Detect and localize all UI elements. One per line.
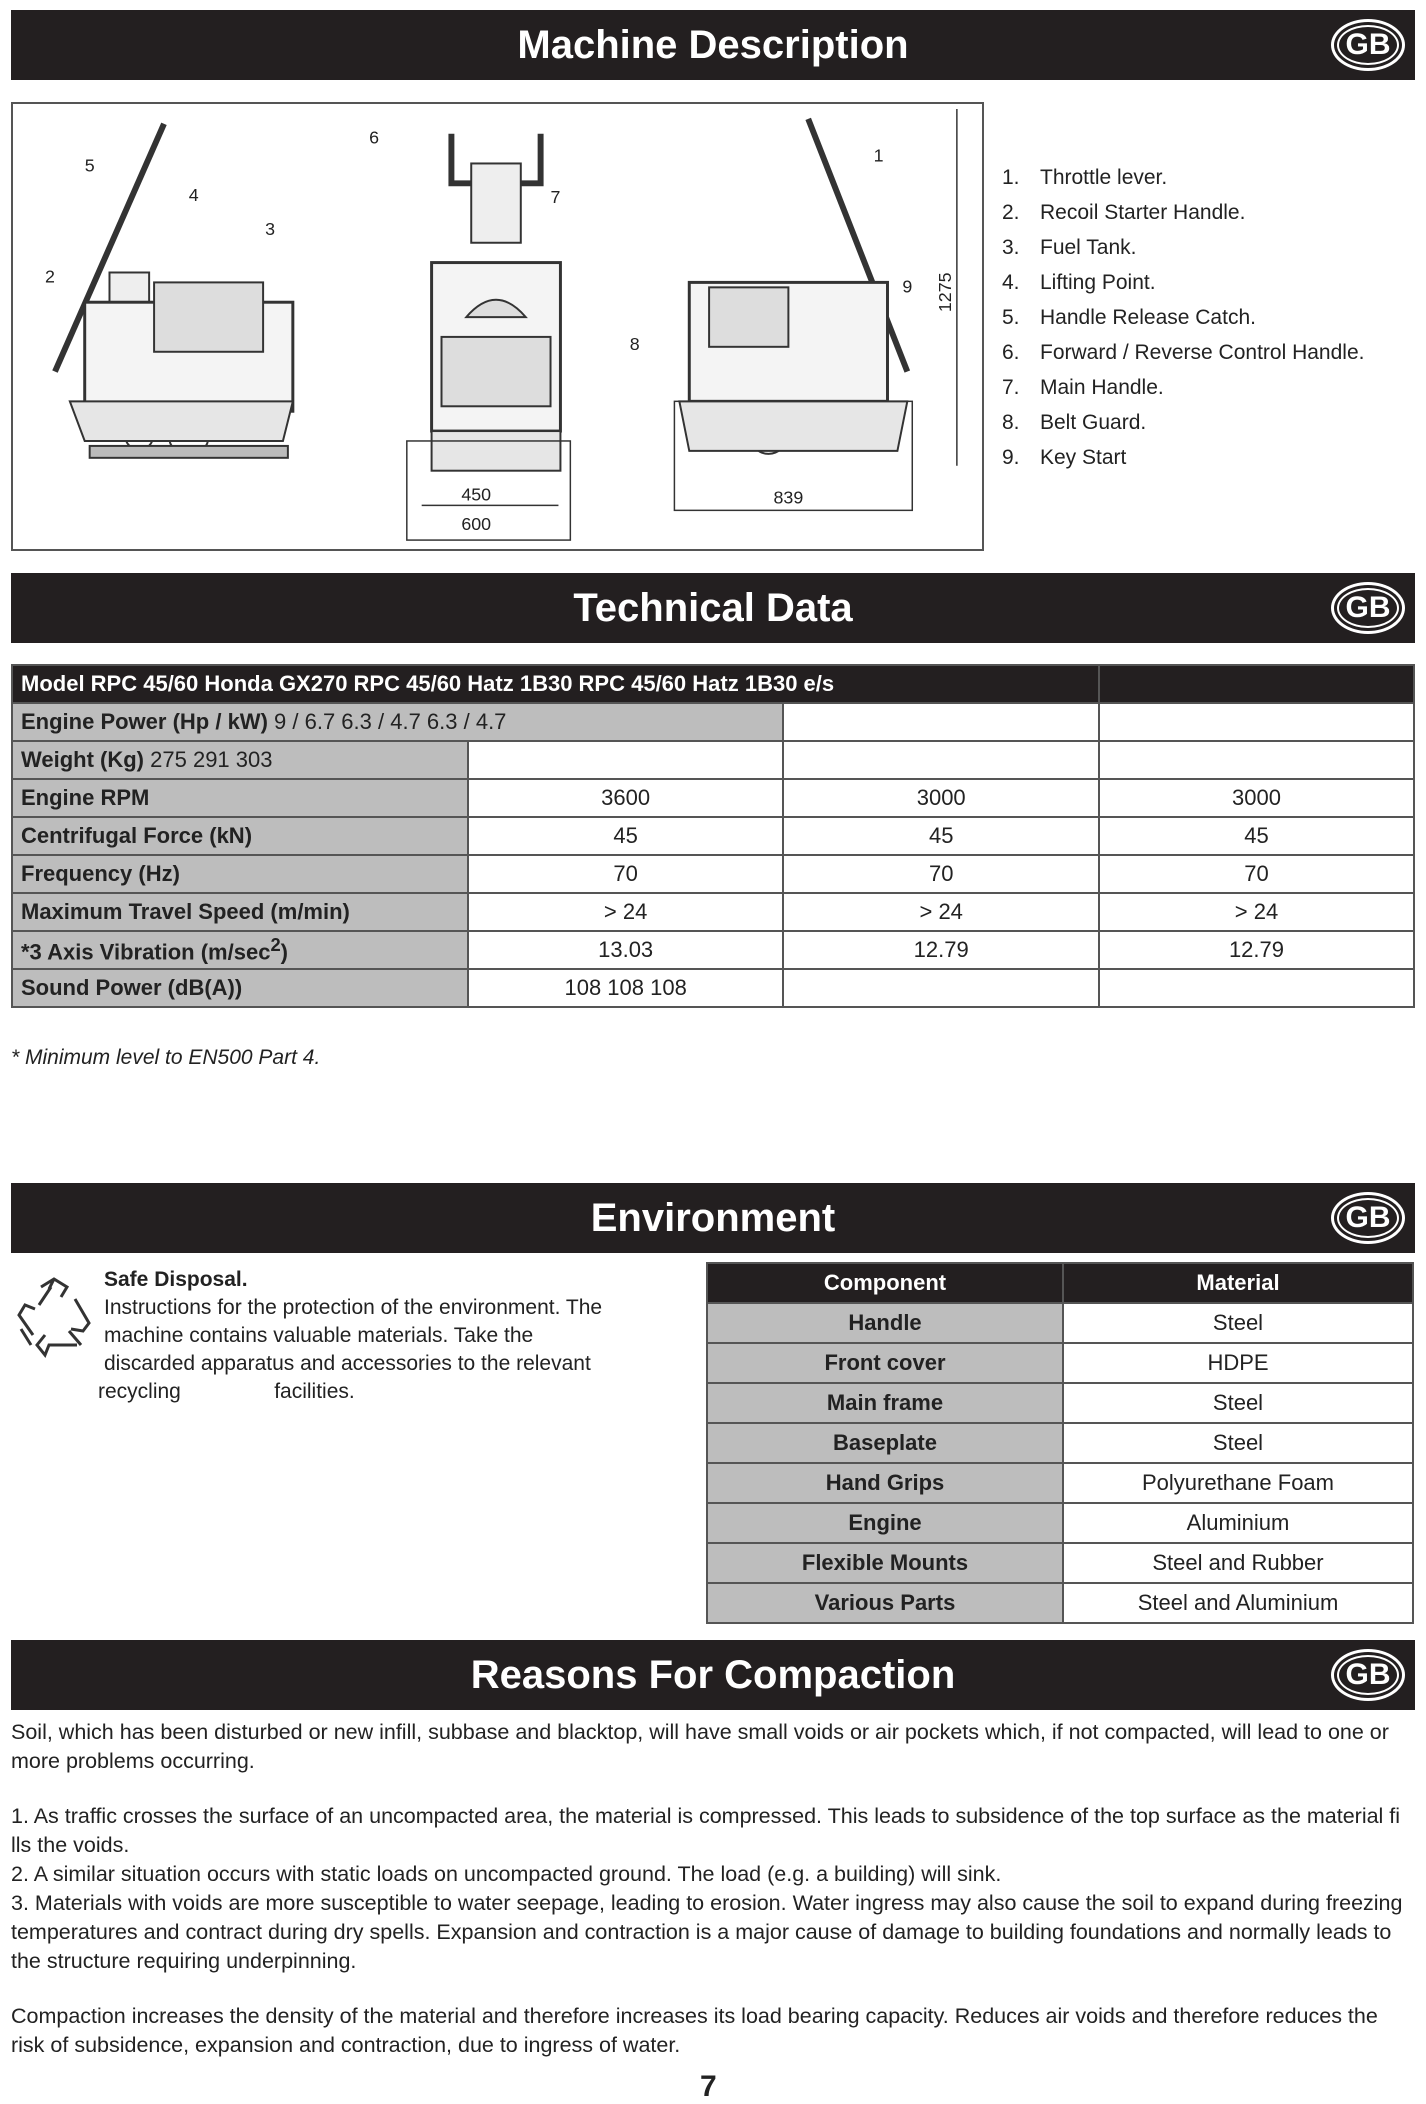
- list-item: 7. Main Handle.: [1002, 376, 1164, 399]
- technical-data-banner: [11, 573, 1415, 643]
- weight-cell: Weight (Kg) 275 291 303: [12, 741, 468, 779]
- table-row: Component Material: [707, 1263, 1413, 1303]
- conclusion-paragraph: Compaction increases the density of the material and therefore increases its load bearing capacity. Reduces air voids and therefore reduces the risk of subsidence, expansion and contraction, due to ingress of water.: [11, 2004, 1378, 2057]
- dimension-width-total: 600: [461, 514, 492, 535]
- table-row: Centrifugal Force (kN) 45 45 45: [12, 817, 1414, 855]
- dimension-length: 839: [773, 487, 804, 508]
- callout-6: 6: [369, 127, 380, 148]
- engine-power-cell: Engine Power (Hp / kW) 9 / 6.7 6.3 / 4.7 6.3 / 4.7: [12, 703, 783, 741]
- vibration-label: *3 Axis Vibration $(m/\sec^2)$: [12, 931, 468, 969]
- callout-9: 9: [902, 276, 913, 297]
- table-row: Hand Grips Polyurethane Foam: [707, 1463, 1413, 1503]
- table-row: Frequency (Hz) 70 70 70: [12, 855, 1414, 893]
- table-row: Engine RPM 3600 3000 3000: [12, 779, 1414, 817]
- gb-badge: GB: [1331, 582, 1405, 634]
- gb-badge: GB: [1331, 1192, 1405, 1244]
- parts-list: [1002, 160, 1422, 475]
- safe-disposal-text: Safe Disposal. Instructions for the protection of the environment. The machine contains valuable materials. Take the discarded apparatus and accessories to the relevant recycling facilities.: [98, 1268, 603, 1403]
- machine-diagram: [11, 102, 984, 551]
- list-item: 6. Forward / Reverse Control Handle.: [1002, 341, 1365, 364]
- table-row: Maximum Travel Speed (m/min) > 24 > 24 > 24: [12, 893, 1414, 931]
- callout-3: 3: [265, 218, 276, 239]
- reasons-banner: [11, 1640, 1415, 1710]
- table-row: Handle Steel: [707, 1303, 1413, 1343]
- model-header: Model RPC 45/60 Honda GX270 RPC 45/60 Hatz 1B30 RPC 45/60 Hatz 1B30 e/s: [12, 665, 1099, 703]
- gb-badge: GB: [1331, 1649, 1405, 1701]
- list-item: 2. Recoil Starter Handle.: [1002, 201, 1246, 224]
- section-title: Environment: [590, 1196, 836, 1240]
- callout-2: 2: [45, 266, 55, 287]
- callout-1: 1: [873, 145, 884, 166]
- machine-description-banner: [11, 10, 1415, 80]
- section-title: Reasons For Compaction: [470, 1653, 956, 1697]
- recycle-icon: [11, 1275, 97, 1361]
- materials-table: [706, 1262, 1414, 1624]
- table-row: Main frame Steel: [707, 1383, 1413, 1423]
- table-row: Sound Power (dB(A)) 108 108 108: [12, 969, 1414, 1007]
- reasons-text: [11, 1718, 1406, 2060]
- table-row: Flexible Mounts Steel and Rubber: [707, 1543, 1413, 1583]
- intro-paragraph: Soil, which has been disturbed or new infill, subbase and blacktop, will have small voids or air pockets which, if not compacted, will lead to one or more problems occurring.: [11, 1720, 1389, 1773]
- callout-5: 5: [84, 155, 95, 176]
- table-row: Front cover HDPE: [707, 1343, 1413, 1383]
- callout-8: 8: [629, 333, 640, 354]
- list-item: 2. A similar situation occurs with static loads on uncompacted ground. The load (e.g. a building) will sink.: [11, 1862, 1002, 1886]
- technical-data-table: [11, 664, 1415, 1008]
- list-item: 4. Lifting Point.: [1002, 271, 1156, 294]
- list-item: 1. Throttle lever.: [1002, 166, 1168, 189]
- front-view-illustration: [407, 134, 571, 540]
- section-title: Machine Description: [517, 23, 909, 67]
- footnote: * Minimum level to EN500 Part 4.: [11, 1046, 321, 1069]
- page-number: 7: [700, 2070, 717, 2103]
- dimension-height: 1275: [934, 272, 955, 313]
- callout-7: 7: [550, 187, 561, 208]
- table-row: Various Parts Steel and Aluminium: [707, 1583, 1413, 1623]
- list-item: 3. Materials with voids are more susceptible to water seepage, leading to erosion. Water ingress may also cause the soil to expand during freezing temperatures and contract during dry spells. Expansion and contraction is a major cause of damage to building foundations and normally leads to the structure requiring underpinning.: [11, 1891, 1403, 1973]
- table-row: [12, 665, 1414, 703]
- table-row: *3 Axis Vibration $(m/\sec^2)$ 13.03 12.79 12.79: [12, 931, 1414, 969]
- table-row: [12, 741, 1414, 779]
- list-item: 5. Handle Release Catch.: [1002, 306, 1256, 329]
- table-row: Baseplate Steel: [707, 1423, 1413, 1463]
- dimension-width-base: 450: [461, 484, 492, 505]
- section-title: Technical Data: [573, 586, 853, 630]
- list-item: 8. Belt Guard.: [1002, 411, 1147, 434]
- table-row: [12, 703, 1414, 741]
- list-item: 1. As traffic crosses the surface of an uncompacted area, the material is compressed. This leads to subsidence of the top surface as the material fi lls the voids.: [11, 1804, 1401, 1857]
- list-item: 9. Key Start: [1002, 446, 1127, 469]
- environment-banner: [11, 1183, 1415, 1253]
- side-view-right-illustration: [674, 109, 956, 510]
- table-row: Engine Aluminium: [707, 1503, 1413, 1543]
- callout-4: 4: [188, 185, 199, 206]
- gb-badge: GB: [1331, 19, 1405, 71]
- list-item: 3. Fuel Tank.: [1002, 236, 1137, 259]
